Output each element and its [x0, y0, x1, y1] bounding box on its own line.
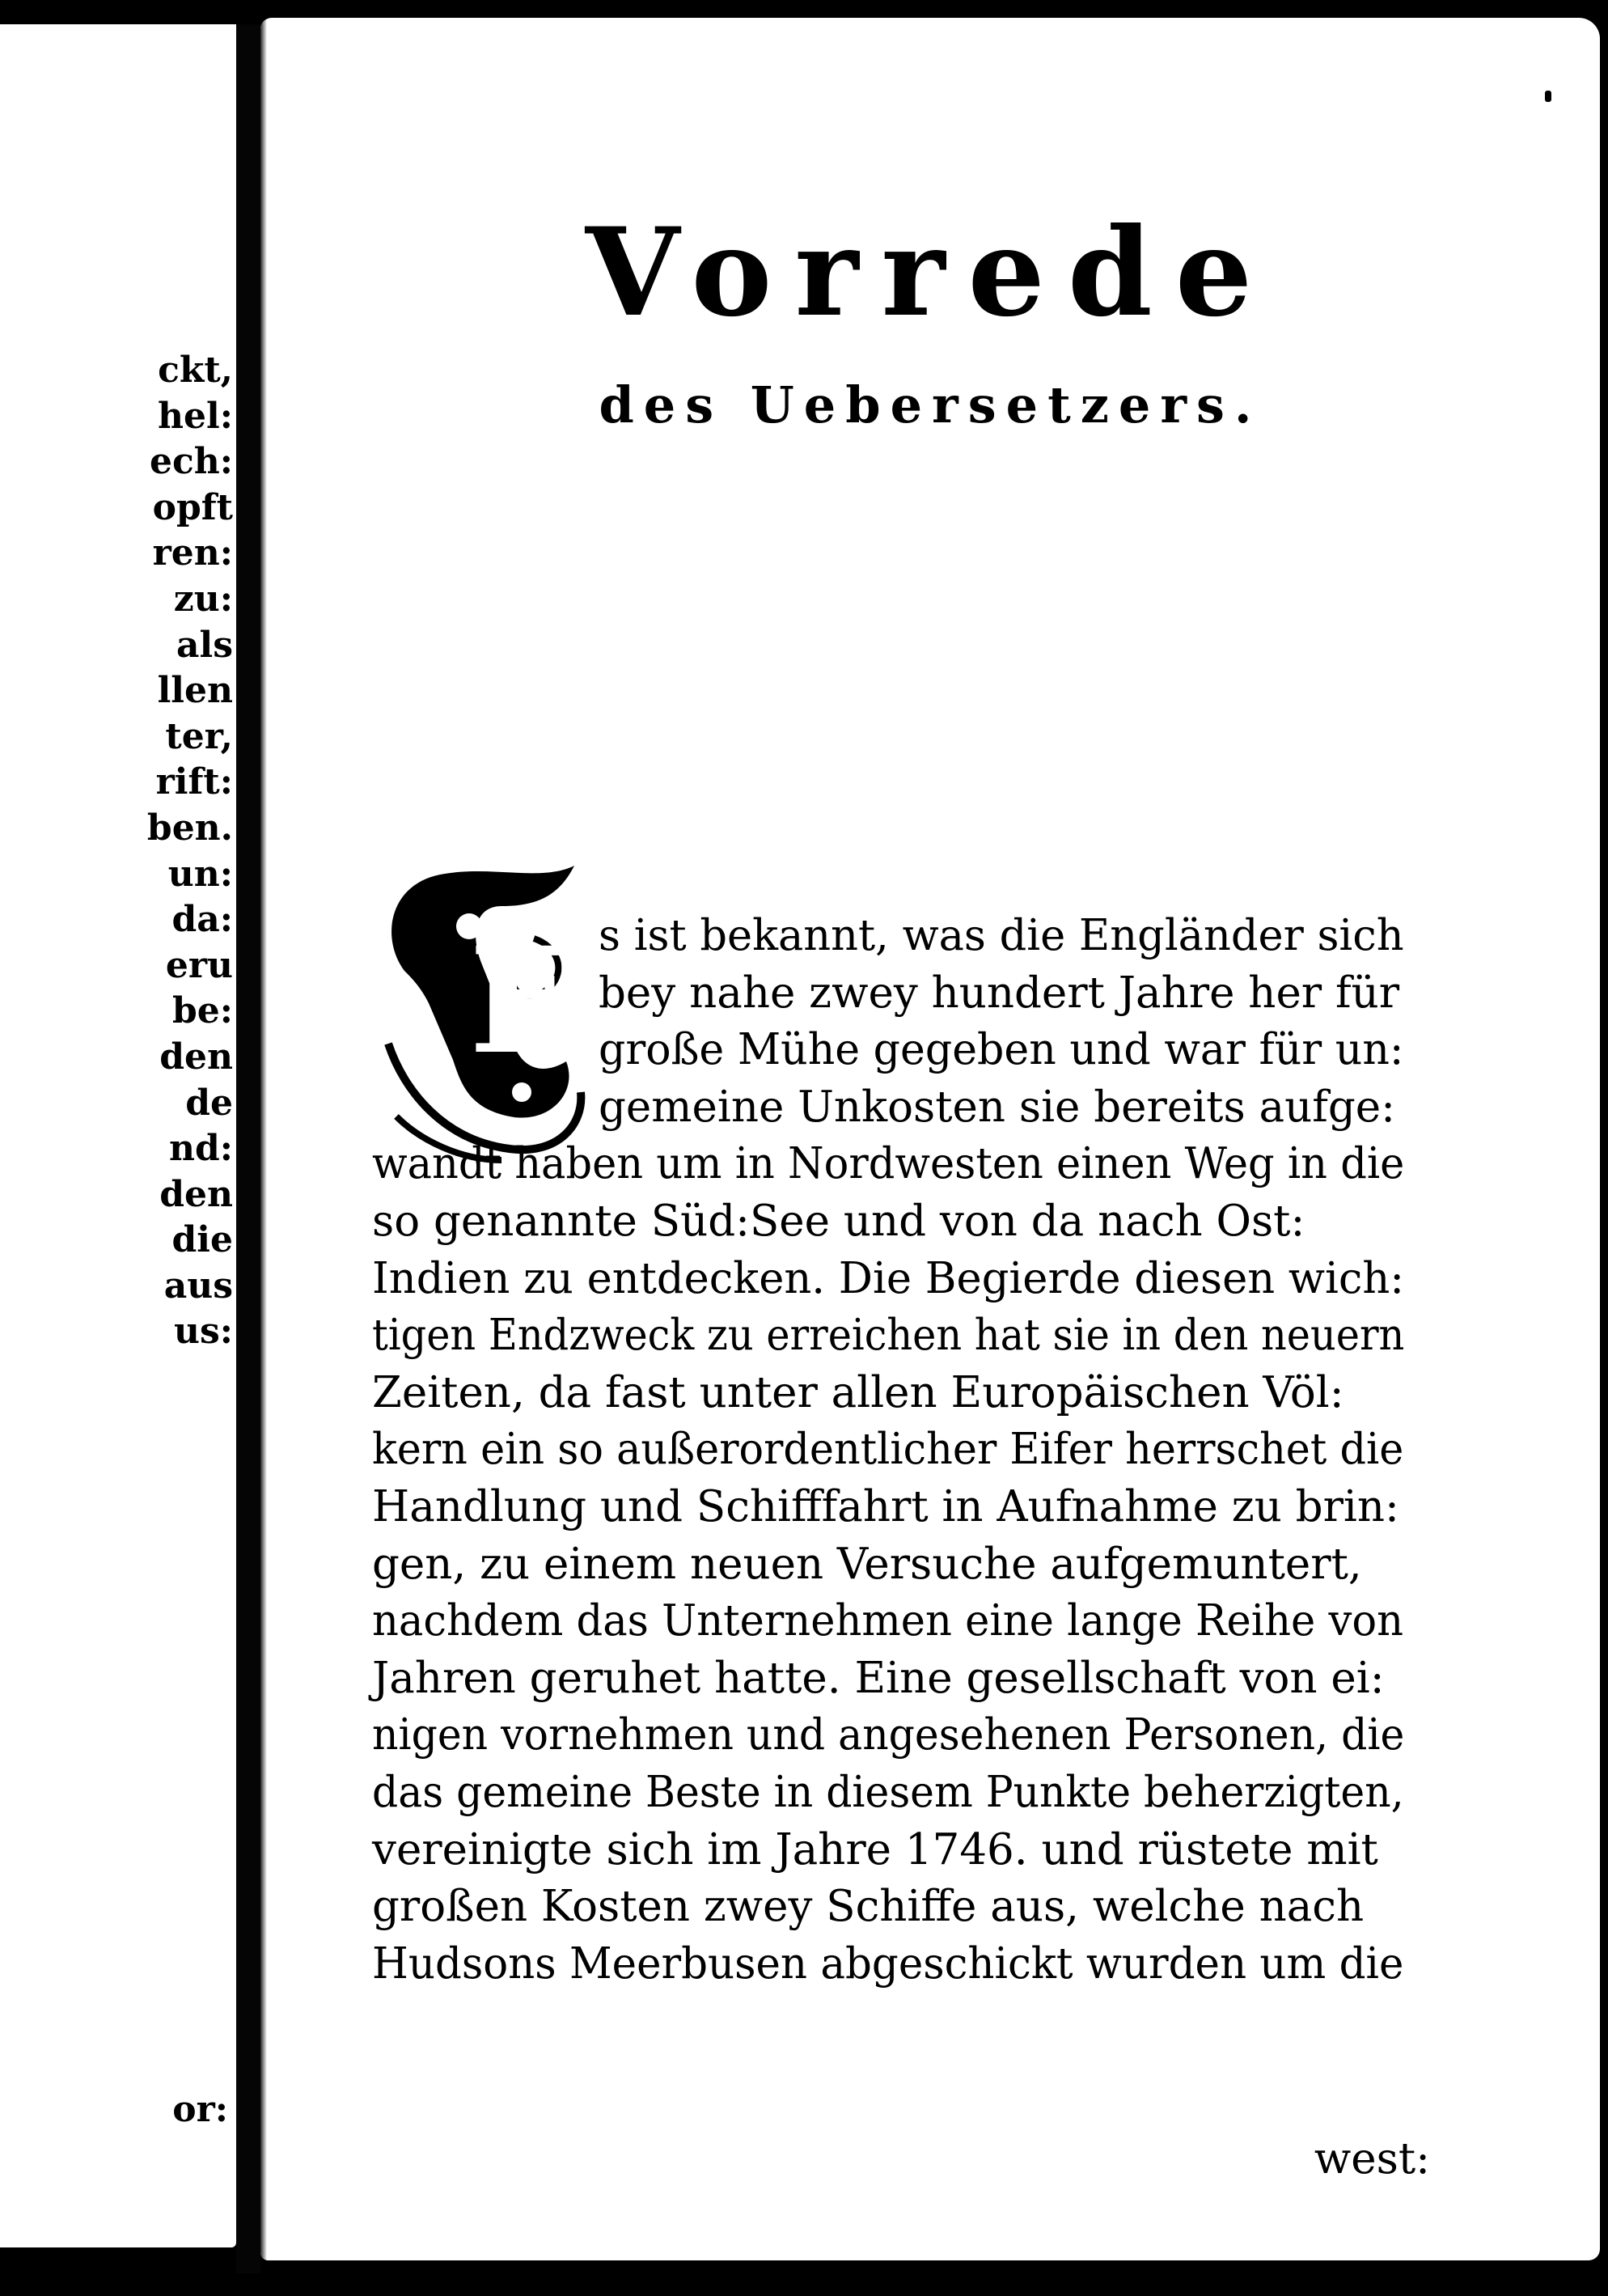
- left-page-fragment: da:: [171, 899, 233, 941]
- left-page-fragment: ben.: [146, 807, 233, 849]
- text-line: großen Kosten zwey Schiffe aus, welche nach: [372, 1882, 1365, 1932]
- text-line: nachdem das Unternehmen eine lange Reihe von: [372, 1596, 1403, 1646]
- left-page-fragment: ren:: [152, 532, 233, 574]
- text-line: kern ein so außerordentlicher Eifer herrschet die: [372, 1425, 1404, 1475]
- left-page-fragment: hel:: [158, 395, 233, 437]
- left-page-bottom-fragment: or:: [172, 2089, 228, 2130]
- text-line: vereinigte sich im Jahre 1746. und rüstete mit: [372, 1824, 1378, 1875]
- text-line: große Mühe gegeben und war für un:: [599, 1025, 1404, 1075]
- left-page-fragment: rift:: [155, 761, 233, 803]
- decorated-initial-letter: [372, 849, 590, 1165]
- text-line: Handlung und Schifffahrt in Aufnahme zu brin:: [372, 1482, 1399, 1531]
- left-page-fragment: zu:: [173, 578, 233, 620]
- left-page-fragment: be:: [171, 990, 233, 1032]
- left-page-fragment: eru: [165, 944, 233, 986]
- text-line: nigen vornehmen und angesehenen Personen, die: [372, 1710, 1405, 1760]
- left-page-fragment: ech:: [149, 441, 233, 483]
- text-line: wandt haben um in Nordwesten einen Weg in die: [372, 1139, 1405, 1189]
- text-line: so genannte Süd:See und von da nach Ost:: [372, 1197, 1305, 1246]
- text-line: Zeiten, da fast unter allen Europäischen Völ:: [372, 1367, 1344, 1417]
- left-page-fragment: die: [171, 1219, 233, 1261]
- left-page-fragment: us:: [173, 1311, 233, 1353]
- left-page-fragment: llen: [157, 670, 233, 712]
- text-line: Hudsons Meerbusen abgeschickt wurden um die: [372, 1938, 1404, 1989]
- left-page-fragment: aus: [163, 1264, 233, 1307]
- page-title: Vorrede: [585, 201, 1276, 344]
- text-line: Indien zu entdecken. Die Begierde diesen wich:: [372, 1253, 1405, 1303]
- left-page-fragment: nd:: [169, 1128, 233, 1170]
- catchword: west:: [1314, 2134, 1430, 2184]
- book-gutter: [236, 24, 260, 2273]
- left-page-fragment: als: [176, 624, 233, 666]
- left-page-fragment: ter,: [165, 715, 233, 757]
- text-line: das gemeine Beste in diesem Punkte beherzigten,: [372, 1768, 1404, 1817]
- svg-text:E: E: [469, 916, 581, 1087]
- left-page-fragment: ckt,: [158, 349, 233, 391]
- left-page-fragment: den: [159, 1036, 233, 1078]
- text-line: s ist bekannt, was die Engländer sich: [599, 911, 1404, 960]
- page-subtitle: des Uebersetzers.: [599, 375, 1262, 434]
- text-line: gemeine Unkosten sie bereits aufge:: [599, 1082, 1396, 1132]
- page-edge-shadow: [260, 18, 267, 2260]
- text-line: gen, zu einem neuen Versuche aufgemuntert,: [372, 1539, 1362, 1589]
- right-page: [260, 18, 1600, 2260]
- left-page-fragment: de: [185, 1082, 233, 1124]
- text-line: Jahren geruhet hatte. Eine gesellschaft von ei:: [372, 1653, 1385, 1703]
- left-page-fragment: den: [159, 1173, 233, 1215]
- page-mark: [1545, 91, 1551, 102]
- left-page: [0, 24, 236, 2247]
- left-page-fragment: un:: [167, 853, 233, 895]
- left-page-fragment: opft: [152, 486, 233, 528]
- text-line: bey nahe zwey hundert Jahre her für: [599, 968, 1400, 1018]
- left-page-text-fragments: [0, 348, 236, 1355]
- text-line: tigen Endzweck zu erreichen hat sie in den neuern: [372, 1311, 1405, 1361]
